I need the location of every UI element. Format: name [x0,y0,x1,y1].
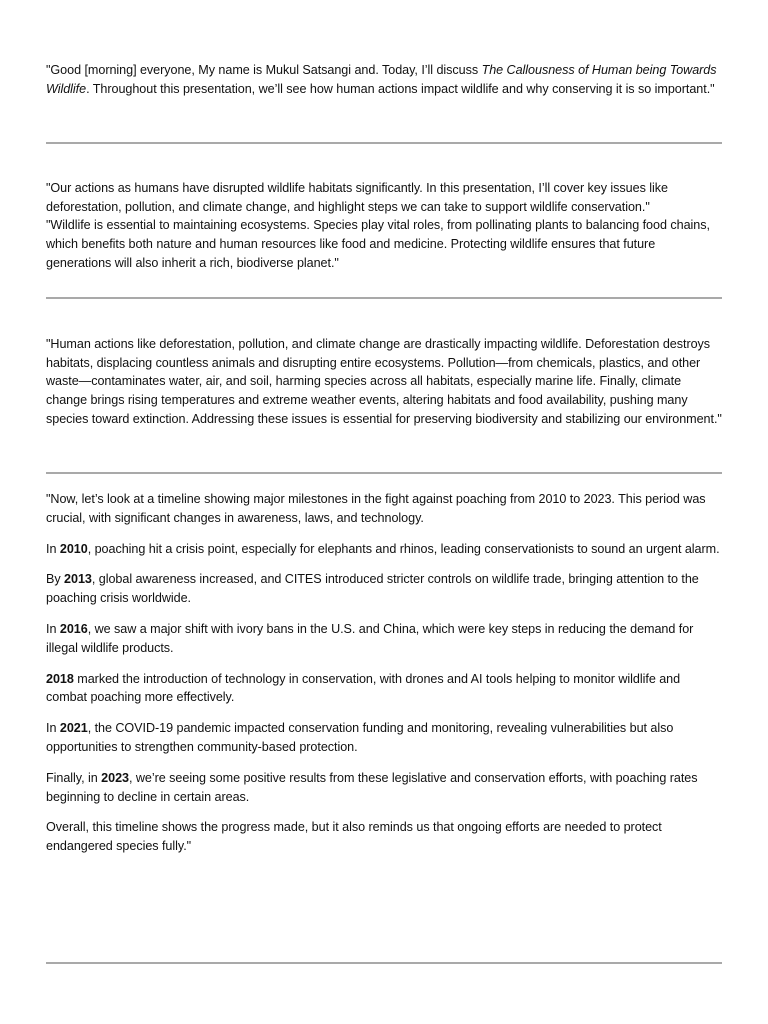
timeline-item-prefix: In [46,622,60,637]
overview-section [46,179,722,273]
timeline-item-prefix: Finally, in [46,770,102,785]
timeline-year: 2021 [59,721,88,736]
timeline-item-text: , poaching hit a crisis point, especially for elephants and rhinos, leading conservationists to sound an urgent alarm. [87,541,720,556]
timeline-year: 2023 [101,770,129,785]
timeline-item-text: , we saw a major shift with ivory bans in the U.S. and China, which were key steps in reducing the demand for illegal wildlife products. [46,622,694,655]
timeline-item-2021 [46,719,722,756]
timeline-item-text: marked the introduction of technology in conservation, with drones and AI tools helping to monitor wildlife and combat poaching more effectively. [46,671,681,705]
overview-paragraph-2: "Wildlife is essential to maintaining ecosystems. Species play vital roles, from pollinating plants to balancing food chains, which benefits both nature and human resources like food and medicine. Protecting wildlife ensures that future generations will also inherit a rich, biodiverse planet." [46,218,710,270]
timeline-item-2016 [46,620,722,657]
section-divider [46,297,722,299]
timeline-item-2010 [46,540,722,559]
section-divider [46,962,722,964]
presentation-title: The Callousness of Human being Towards Wildlife [46,63,717,96]
timeline-section [46,490,722,856]
intro-paragraph [46,61,722,98]
timeline-year: 2018 [46,671,74,686]
intro-text-end: . Throughout this presentation, we’ll see how human actions impact wildlife and why conserving it is so important." [86,81,715,96]
timeline-item-prefix: In [46,721,60,736]
intro-section [46,61,722,98]
timeline-item-text: , we’re seeing some positive results from these legislative and conservation efforts, with poaching rates beginning to decline in certain areas. [46,770,698,804]
timeline-item-text: , the COVID-19 pandemic impacted conservation funding and monitoring, revealing vulnerabilities but also opportunities to strengthen community-based protection. [46,721,674,754]
timeline-year: 2013 [64,572,92,587]
timeline-conclusion: Overall, this timeline shows the progress made, but it also reminds us that ongoing efforts are needed to protect endangered species fully." [46,820,662,854]
timeline-item-2023 [46,769,722,806]
impacts-section [46,335,722,429]
overview-paragraph-1: "Our actions as humans have disrupted wildlife habitats significantly. In this presentation, I’ll cover key issues like deforestation, pollution, and climate change, and highlight steps we can take to support wildlife conservation." [46,181,668,214]
timeline-item-prefix: In [46,541,60,556]
impacts-paragraph: "Human actions like deforestation, pollution, and climate change are drastically impacting wildlife. Deforestation destroys habitats, displacing countless animals and disrupting entire ecosystems. Pollution—from chemicals, plastics, and other waste—contaminates water, air, and soil, harming species across all habitats, especially marine life. Finally, climate change brings rising temperatures and extreme weather events, altering habitats and food availability, pushing many species toward extinction. Addressing these issues is essential for preserving biodiversity and stabilizing our environment." [46,337,722,426]
timeline-item-prefix: By [46,572,65,587]
intro-text-start: "Good [morning] everyone, My name is Mukul Satsangi and. Today, I’ll discuss [46,63,482,77]
timeline-year: 2016 [59,622,88,637]
timeline-item-2018 [46,670,722,707]
timeline-intro: "Now, let’s look at a timeline showing major milestones in the fight against poaching from 2010 to 2023. This period was crucial, with significant changes in awareness, laws, and technology. [46,492,706,525]
timeline-item-text: , global awareness increased, and CITES introduced stricter controls on wildlife trade, bringing attention to the poaching crisis worldwide. [46,572,699,606]
timeline-year: 2010 [59,541,88,556]
timeline-item-2013 [46,570,722,607]
section-divider [46,142,722,144]
section-divider [46,472,722,474]
